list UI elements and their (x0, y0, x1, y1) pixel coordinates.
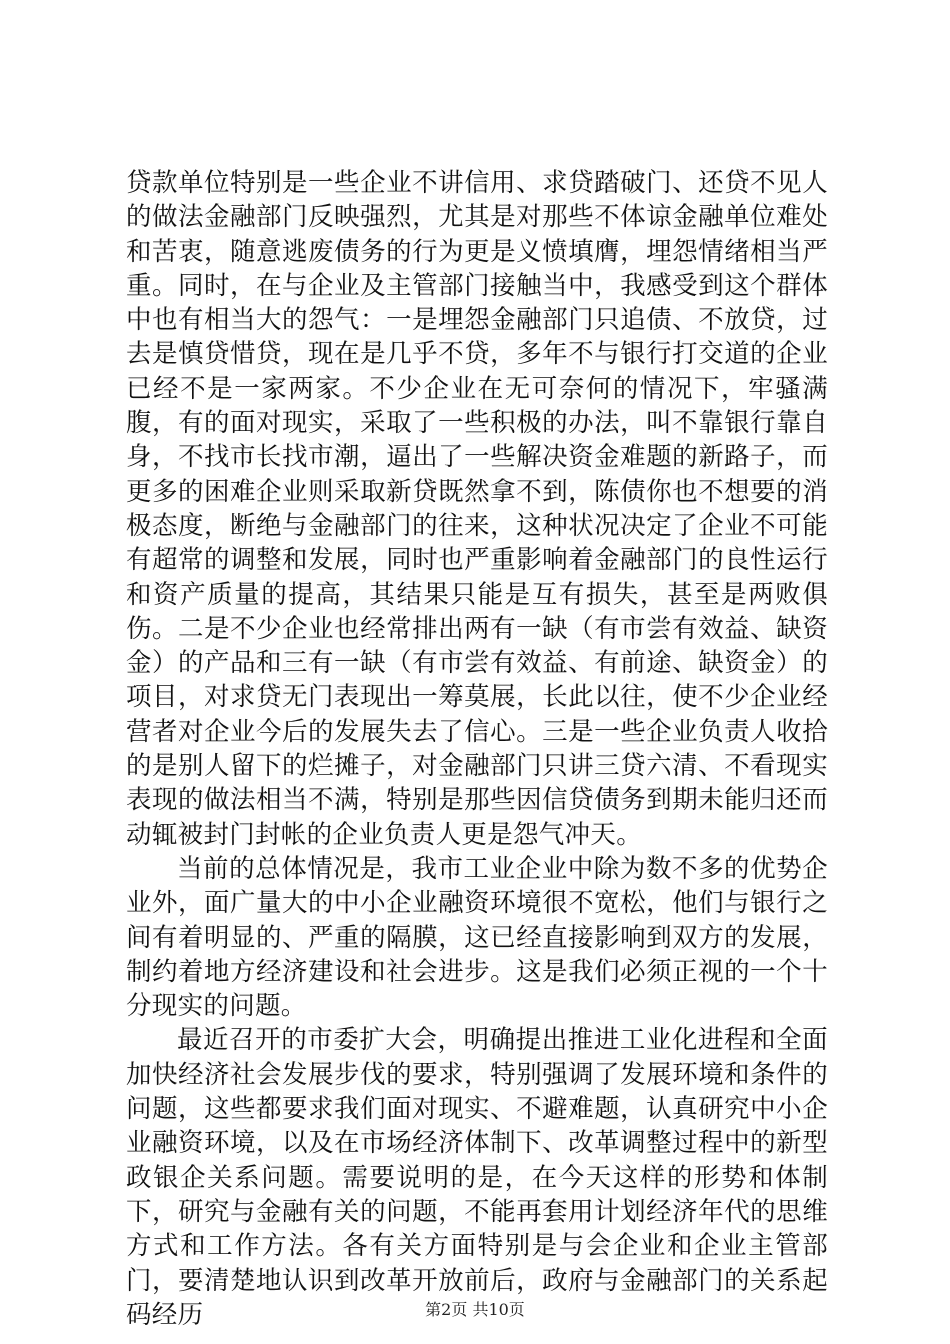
paragraph-1: 贷款单位特别是一些企业不讲信用、求贷踏破门、还贷不见人的做法金融部门反映强烈，尤其是对那些不体谅金融单位难处和苦衷，随意逃废债务的行为更是义愤填膺，埋怨情绪相当严重。同时，在与企业及主管部门接触当中，我感受到这个群体中也有相当大的怨气：一是埋怨金融部门只追债、不放贷，过去是慎贷惜贷，现在是几乎不贷，多年不与银行打交道的企业已经不是一家两家。不少企业在无可奈何的情况下，牢骚满腹，有的面对现实，采取了一些积极的办法，叫不靠银行靠自身，不找市长找市潮，逼出了一些解决资金难题的新路子，而更多的困难企业则采取新贷既然拿不到，陈债你也不想要的消极态度，断绝与金融部门的往来，这种状况决定了企业不可能有超常的调整和发展，同时也严重影响着金融部门的良性运行和资产质量的提高，其结果只能是互有损失，甚至是两败俱伤。二是不少企业也经常排出两有一缺（有市尝有效益、缺资金）的产品和三有一缺（有市尝有效益、有前途、缺资金）的项目，对求贷无门表现出一筹莫展，长此以往，使不少企业经营者对企业今后的发展失去了信心。三是一些企业负责人收拾的是别人留下的烂摊子，对金融部门只讲三贷六清、不看现实表现的做法相当不满，特别是那些因信贷债务到期未能归还而动辄被封门封帐的企业负责人更是怨气冲天。 (126, 168, 828, 850)
paragraph-3: 最近召开的市委扩大会，明确提出推进工业化进程和全面加快经济社会发展步伐的要求，特别强调了发展环境和条件的问题，这些都要求我们面对现实、不避难题，认真研究中小企业融资环境，以及在市场经济体制下、改革调整过程中的新型政银企关系问题。需要说明的是，在今天这样的形势和体制下，研究与金融有关的问题，不能再套用计划经济年代的思维方式和工作方法。各有关方面特别是与会企业和企业主管部门，要清楚地认识到改革开放前后，政府与金融部门的关系起码经历 (126, 1025, 828, 1330)
body-text (126, 166, 828, 1332)
paragraph-2: 当前的总体情况是，我市工业企业中除为数不多的优势企业外，面广量大的中小企业融资环境很不宽松，他们与银行之间有着明显的、严重的隔膜，这已经直接影响到双方的发展，制约着地方经济建设和社会进步。这是我们必须正视的一个十分现实的问题。 (126, 853, 828, 1022)
page-number-footer: 第2页 共10页 (425, 1300, 525, 1319)
